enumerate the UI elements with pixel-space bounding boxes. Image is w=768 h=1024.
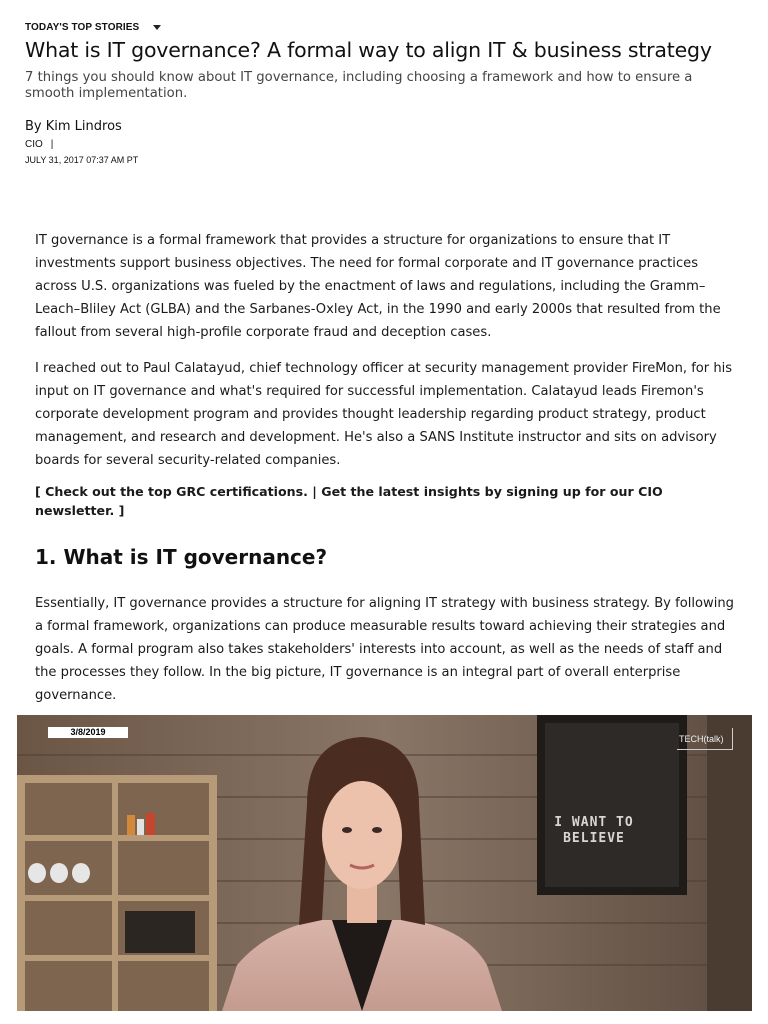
author-byline[interactable]: By Kim Lindros (25, 119, 122, 134)
video-player[interactable] (17, 715, 752, 1011)
chevron-down-icon[interactable] (153, 25, 161, 30)
related-links[interactable]: [ Check out the top GRC certifications. | Get the latest insights by signing up for our CIO newsletter. ] (35, 484, 663, 518)
techtalk-logo: TECH(talk) (677, 728, 733, 750)
paragraph-calatayud: I reached out to Paul Calatayud, chief technology officer at security management provider FireMon, for his input on IT governance and what's required for successful implementation. Calatayud leads Firemon's corporate development program and provides thought leadership regarding product strategy, product management, and research and development. He's also a SANS Institute instructor and sits on advisory boards for several security-related companies. (35, 361, 733, 468)
top-stories-menu[interactable] (25, 22, 745, 33)
article-body (35, 229, 735, 707)
publication-line (25, 139, 745, 150)
video-date-badge: 3/8/2019 (48, 727, 128, 738)
paragraph-what-is: Essentially, IT governance provides a structure for aligning IT strategy with business strategy. By following a formal framework, organizations can produce measurable results toward achieving their strategies and goals. A formal program also takes stakeholders' interests into account, as well as the needs of staff and the processes they follow. In the big picture, IT governance is an integral part of overall enterprise governance. (35, 596, 734, 703)
article-headline: What is IT governance? A formal way to align IT & business strategy (25, 38, 712, 62)
video-frame-illustration (17, 715, 752, 1011)
publication-separator: | (50, 139, 54, 150)
poster-text: I WANT TO BELIEVE (554, 815, 634, 846)
top-stories-label[interactable]: TODAY'S TOP STORIES (25, 22, 140, 33)
publication-name[interactable]: CIO (25, 139, 43, 150)
publish-date: JULY 31, 2017 07:37 AM PT (25, 155, 139, 165)
article-header (25, 22, 745, 165)
paragraph-intro: IT governance is a formal framework that provides a structure for organizations to ensure that IT investments support business objectives. The need for formal corporate and IT governance practices across U.S. organizations was fueled by the enactment of laws and regulations, including the Gramm–Leach–Bliley Act (GLBA) and the Sarbanes-Oxley Act, in the 1990 and early 2000s that resulted from the fallout from several high-profile corporate fraud and deception cases. (35, 233, 721, 340)
section-heading: 1. What is IT governance? (35, 545, 328, 569)
article-dek: 7 things you should know about IT governance, including choosing a framework and how to ensure a smooth implementation. (25, 70, 693, 101)
